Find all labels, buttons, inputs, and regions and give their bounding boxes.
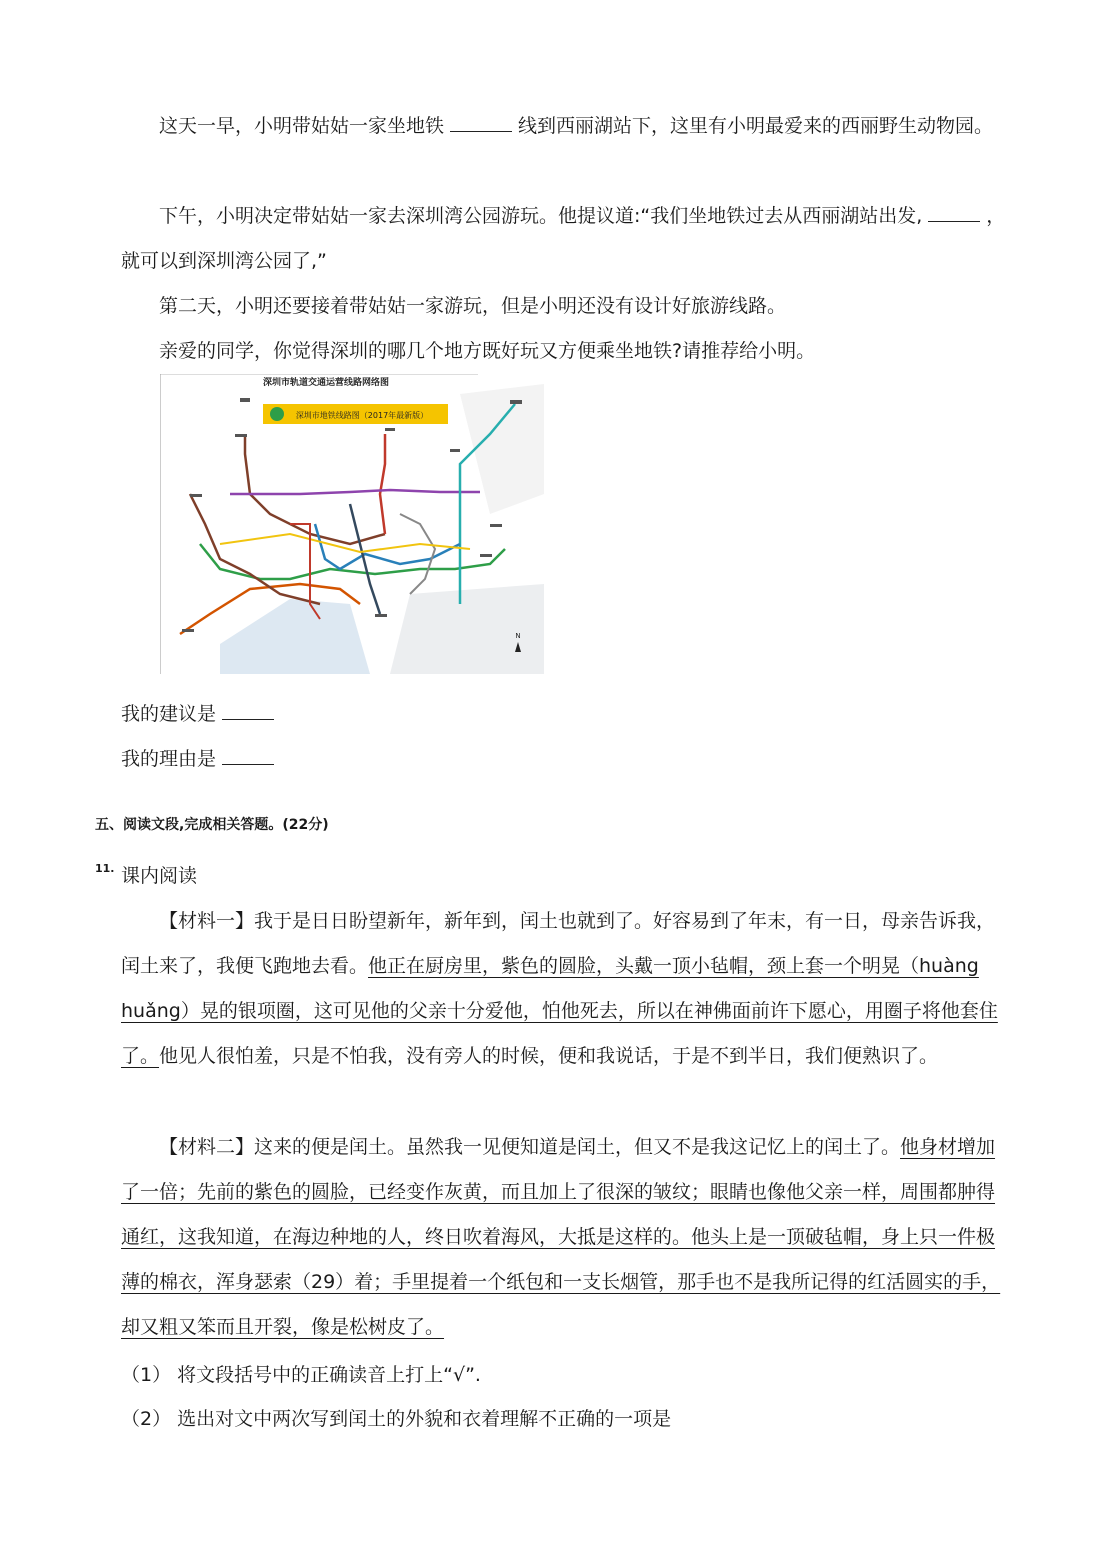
answer-blank[interactable] <box>450 113 512 132</box>
north-label: N <box>515 632 521 640</box>
reason-line <box>121 737 1011 782</box>
underlined-text: 他身材增加了一倍；先前的紫色的圆脸，已经变作灰黄，而且加上了很深的皱纹；眼睛也像他父亲一样，周围都肿得通红，这我知道，在海边种地的人，终日吹着海风，大抵是这样的。他头上是一顶破毡帽，身上只一件极薄的棉衣，浑身瑟索（29）着；手里提着一个纸包和一支长烟管，那手也不是我所记得的红活圆实的手，却又粗又笨而且开裂，像是松树皮了。 <box>121 1136 1001 1338</box>
text: 【材料二】这来的便是闰土。虽然我一见便知道是闰土，但又不是我这记忆上的闰土了。 <box>159 1136 901 1158</box>
text: 这天一早，小明带姑姑一家坐地铁 <box>159 115 445 137</box>
metro-map-image <box>160 374 544 674</box>
paragraph-4: 亲爱的同学，你觉得深圳的哪几个地方既好玩又方便乘坐地铁?请推荐给小明。 <box>159 340 816 362</box>
reason-label: 我的理由是 <box>121 748 217 770</box>
paragraph-1 <box>121 104 1011 149</box>
reason-blank[interactable] <box>222 746 274 765</box>
material-1 <box>121 899 1011 1079</box>
suggestion-blank[interactable] <box>222 701 274 720</box>
suggestion-label: 我的建议是 <box>121 703 217 725</box>
suggestion-line <box>121 692 1011 737</box>
underlined-text: 他正在厨房里，紫色的圆脸，头戴一顶小毡帽，颈上套一个明晃（huàng huǎng）晃的银项圈，这可见他的父亲十分爱他，怕他死去，所以在神佛面前许下愿心，用圈子将他套住了。 <box>121 955 998 1067</box>
paragraph-2 <box>121 194 1011 284</box>
map-banner-title: 深圳市地铁线路图（2017年最新版） <box>295 411 429 420</box>
text: 下午，小明决定带姑姑一家去深圳湾公园游玩。他提议道:“我们坐地铁过去从西丽湖站出发, <box>159 205 923 227</box>
text: 他见人很怕羞，只是不怕我，没有旁人的时候，便和我说话，于是不到半日，我们便熟识了。 <box>159 1045 939 1067</box>
map-outer-title: 深圳市轨道交通运营线路网络图 <box>262 378 390 388</box>
text: 线到西丽湖站下，这里有小明最爱来的西丽野生动物园。 <box>518 115 994 137</box>
question-number: 11. <box>95 862 115 875</box>
text: ，就可以到深圳湾公园了,” <box>121 205 1006 272</box>
text: 【材料一】我于是日日盼望新年，新年到，闰土也就到了。好容易到了年末，有一日，母亲告诉我，闰土来了，我便飞跑地去看。 <box>121 910 996 977</box>
material-2 <box>121 1125 1011 1350</box>
section-heading: 五、阅读文段,完成相关答题。(22分) <box>95 817 329 833</box>
subquestion-2: （2） 选出对文中两次写到闰土的外貌和衣着理解不正确的一项是 <box>121 1408 672 1430</box>
question-title: 课内阅读 <box>121 865 198 887</box>
paragraph-3: 第二天，小明还要接着带姑姑一家游玩，但是小明还没有设计好旅游线路。 <box>159 295 787 317</box>
subquestion-1: （1） 将文段括号中的正确读音上打上“√”. <box>121 1364 481 1386</box>
answer-blank[interactable] <box>928 203 980 222</box>
